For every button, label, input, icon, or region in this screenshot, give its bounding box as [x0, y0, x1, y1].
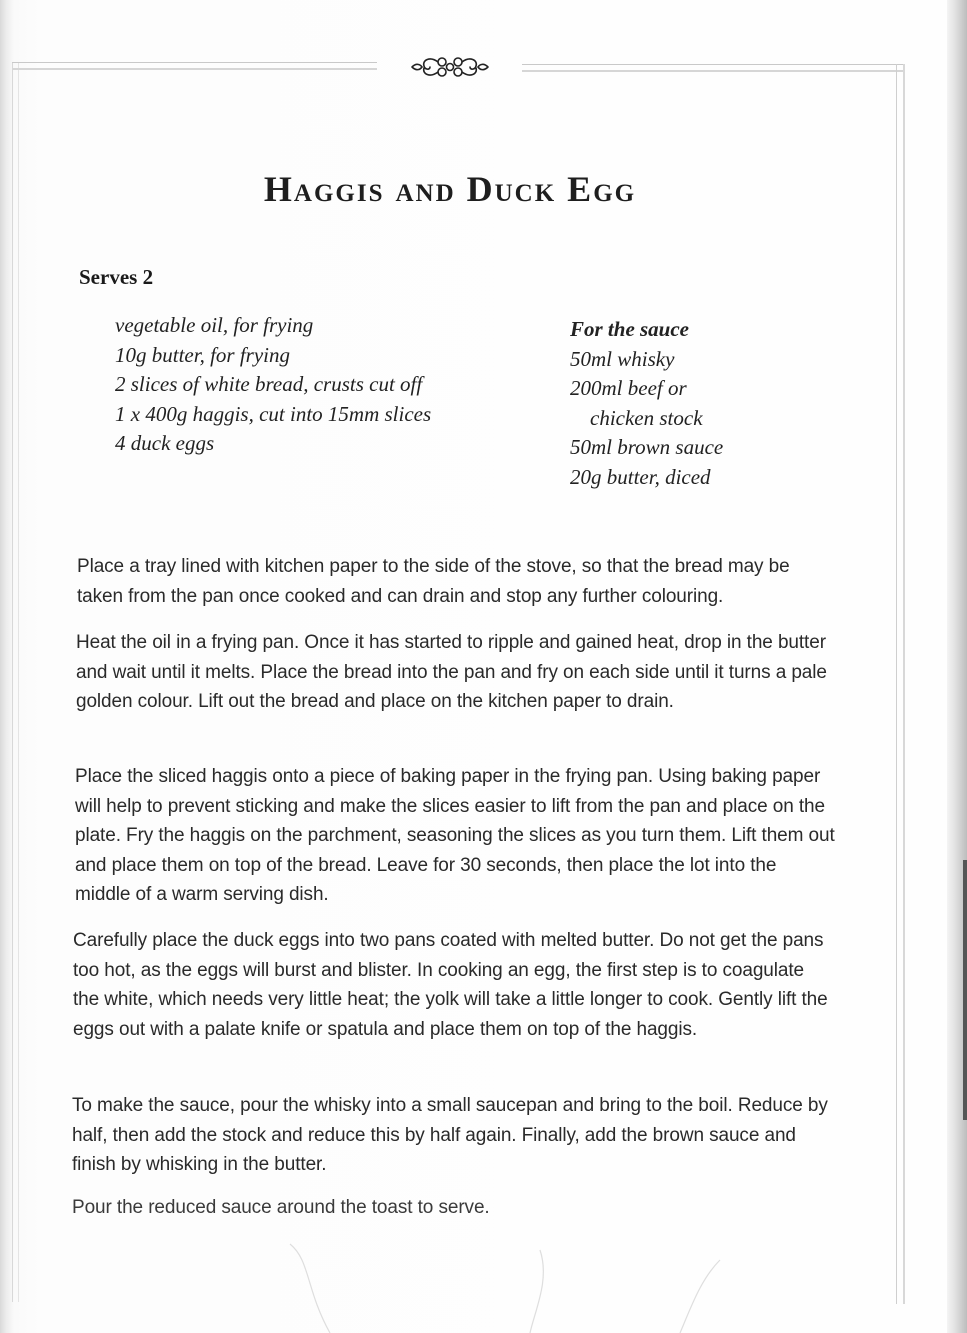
frame-left-rule	[12, 62, 19, 1302]
serves-label: Serves 2	[79, 265, 154, 289]
method-paragraph: To make the sauce, pour the whisky into a small saucepan and bring to the boil. Reduce by half, then add the stock and reduce this by half again. Finally, add the brown sauce and finish by whisking in the butter.	[72, 1095, 828, 1175]
method-paragraph: Carefully place the duck eggs into two pans coated with melted butter. Do not get the pans too hot, as the eggs will burst and blister. In cooking an egg, the first step is to coagulate the white, which needs very little heat; the yolk will take a little longer to cook. Gently lift the eggs out with a palate knife or spatula and place them on top of the haggis.	[73, 930, 828, 1040]
page-edge-shadow	[947, 0, 967, 1333]
ingredients-list	[115, 311, 431, 459]
ingredient-item: 1 x 400g haggis, cut into 15mm slices	[115, 401, 432, 426]
ingredient-item: 2 slices of white bread, crusts cut off	[115, 372, 423, 396]
frame-top-left-rule	[12, 62, 377, 70]
sauce-item: 50ml whisky	[570, 346, 675, 371]
sauce-item: 200ml beef or	[570, 376, 687, 400]
method-paragraph: Heat the oil in a frying pan. Once it has started to ripple and gained heat, drop in the butter and wait until it melts. Place the bread into the pan and fry on each side until it turns a pale golden colour. Lift out the bread and place on the kitchen paper to drain.	[76, 632, 827, 712]
sauce-heading: For the sauce	[570, 317, 690, 341]
method-paragraph: Pour the reduced sauce around the toast to serve.	[72, 1197, 490, 1218]
ingredient-item: 10g butter, for frying	[115, 342, 291, 367]
ingredient-item: 4 duck eggs	[115, 431, 215, 455]
sauce-item: chicken stock	[590, 405, 703, 430]
scroll-ornament-icon	[408, 50, 492, 84]
page-edge-mark	[963, 860, 967, 1120]
method-paragraph: Place a tray lined with kitchen paper to the side of the stove, so that the bread may be taken from the pan once cooked and can drain and stop any further colouring.	[77, 556, 790, 607]
sauce-item: 20g butter, diced	[570, 464, 711, 489]
decorative-curve	[250, 1240, 750, 1333]
ingredient-item: vegetable oil, for frying	[115, 313, 314, 337]
frame-top-right-rule	[522, 64, 904, 72]
sauce-item: 50ml brown sauce	[570, 435, 724, 459]
sauce-ingredients-list	[570, 315, 723, 492]
frame-right-rule	[896, 64, 905, 1304]
method-paragraph: Place the sliced haggis onto a piece of baking paper in the frying pan. Using baking paper will help to prevent sticking and make the slices easier to lift from the pan and place on the plate. Fry the haggis on the parchment, seasoning the slices as you turn them. Lift them out and place them on top of the bread. Leave for 30 seconds, then place the lot into the middle of a warm serving dish.	[75, 766, 835, 905]
recipe-title: Haggis and Duck Egg	[263, 169, 637, 209]
